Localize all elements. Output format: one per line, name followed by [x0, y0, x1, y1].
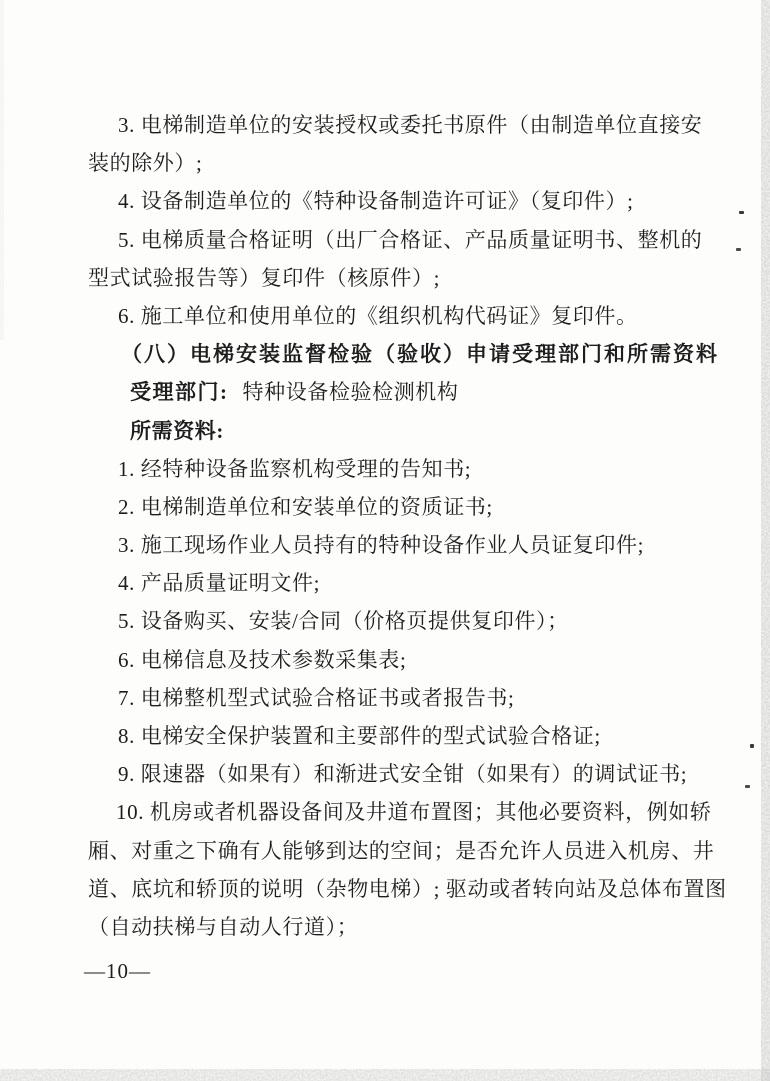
scan-speck	[736, 248, 741, 251]
material-item-10-line-1: 10. 机房或者机器设备间及井道布置图；其他必要资料，例如轿	[116, 800, 712, 825]
scan-speck	[750, 744, 754, 748]
section-8-heading: （八）电梯安装监督检验（验收）申请受理部门和所需资料	[121, 342, 719, 367]
material-item-10-line-3: 道、底坑和轿顶的说明（杂物电梯）; 驱动或者转向站及总体布置图	[88, 876, 727, 901]
scan-noise-left-edge	[0, 0, 4, 340]
accepting-department-line	[88, 373, 720, 411]
scan-noise-bottom-edge	[0, 1069, 770, 1081]
list-item-5-line-2: 型式试验报告等）复印件（核原件）;	[88, 265, 441, 290]
scan-speck	[745, 785, 750, 788]
page-number: —10—	[84, 959, 151, 983]
accepting-department-value: 特种设备检验检测机构	[242, 380, 459, 405]
material-item-5: 5. 设备购买、安装/合同（价格页提供复印件）；	[118, 609, 569, 634]
required-materials-label: 所需资料:	[130, 418, 224, 443]
material-item-3: 3. 施工现场作业人员持有的特种设备作业人员证复印件;	[118, 533, 645, 558]
list-item-4: 4. 设备制造单位的《特种设备制造许可证》（复印件）;	[118, 189, 634, 214]
list-item-3-line-1: 3. 电梯制造单位的安装授权或委托书原件（由制造单位直接安	[118, 113, 703, 137]
accepting-department-label: 受理部门:	[130, 380, 229, 405]
material-item-10-line-2: 厢、对重之下确有人能够到达的空间；是否允许人员进入机房、井	[88, 838, 715, 863]
list-item-3-line-2: 装的除外）;	[88, 151, 203, 176]
scan-speck	[739, 211, 744, 214]
material-item-1: 1. 经特种设备监察机构受理的告知书;	[118, 456, 472, 481]
material-item-10-line-4: （自动扶梯与自动人行道）；	[88, 914, 359, 939]
material-item-4: 4. 产品质量证明文件;	[118, 571, 321, 596]
list-item-5-line-1: 5. 电梯质量合格证明（出厂合格证、产品质量证明书、整机的	[118, 227, 703, 252]
material-item-8: 8. 电梯安全保护装置和主要部件的型式试验合格证;	[118, 724, 601, 748]
material-item-7: 7. 电梯整机型式试验合格证书或者报告书;	[118, 685, 515, 710]
document-text-block	[88, 106, 727, 946]
material-item-9: 9. 限速器（如果有）和渐进式安全钳（如果有）的调试证书;	[118, 762, 688, 787]
material-item-6: 6. 电梯信息及技术参数采集表;	[118, 647, 407, 672]
material-item-2: 2. 电梯制造单位和安装单位的资质证书;	[118, 494, 493, 519]
scan-noise-right-edge	[761, 0, 770, 1081]
list-item-6: 6. 施工单位和使用单位的《组织机构代码证》复印件。	[118, 303, 638, 328]
